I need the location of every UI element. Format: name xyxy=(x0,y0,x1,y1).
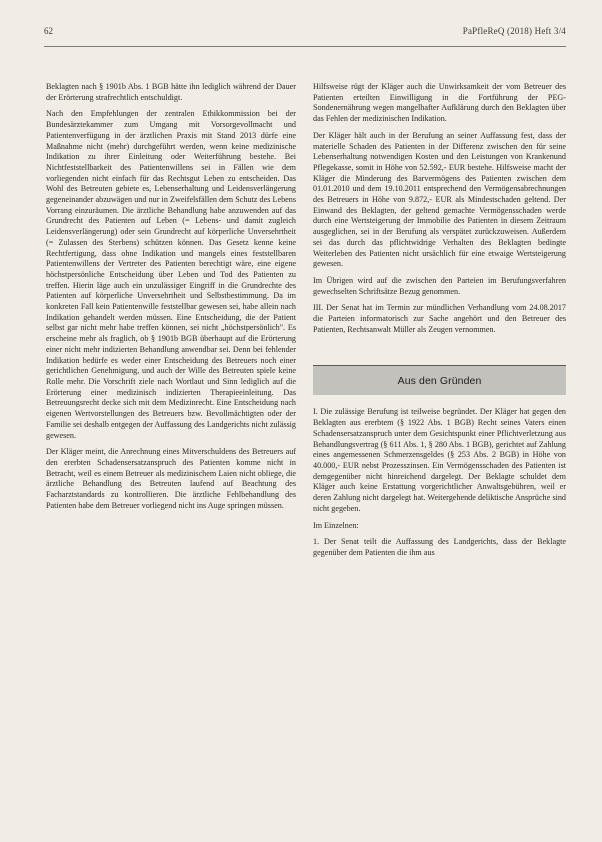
paragraph: Im Übrigen wird auf die zwischen den Parteien im Berufungsverfahren gewechselten Schriftsätze Bezug genommen. xyxy=(313,275,566,296)
paragraph: Nach den Empfehlungen der zentralen Ethikkommission bei der Bundesärztekammer zum Umgang mit Vorsorgevollmacht und Patientenverfügung in der ärztlichen Praxis mit Stand 2013 dürfe eine Maßnahme nicht (mehr) durchgeführt werden, wenn keine medizinische Indikation zu ihrer Einleitung oder Weiterführung bestehe. Bei Nichtfeststellbarkeit des Patientenwillens sei in Fällen wie dem vorliegenden nicht einfach für das Rechtsgut Leben zu entscheiden. Das Wohl des Betreuten gebiete es, Lebenserhaltung und Leidensverlängerung gegeneinander abzuwägen und nur in Zweifelsfällen dem Schutz des Lebens Vorrang einzuräumen. Die ärztliche Behandlung habe anzuwenden auf das Grundrecht des Patienten auf Leben (= Lebens- und damit zugleich Leidensverlängerung) oder sein Grundrecht auf körperliche Unversehrtheit (= Zulassen des Sterbens) schützen können. Das Gesetz kenne keine Rechtfertigung, dass ohne Indikation und mangels eines feststellbaren Patientenwillens der Vertreter des Patienten berechtigt wäre, eine eigene höchstpersönliche Entscheidung über Leben und Tod des Patienten zu treffen. Hierin läge auch ein unzulässiger Eingriff in die Grundrechte des Patienten auf körperliche Unversehrtheit und Selbstbestimmung. Da im konkreten Fall kein Patientenwille feststellbar gewesen sei, habe allein nach Indikation gehandelt werden müssen. Eine Entscheidung, die der Patient selbst gar nicht mehr habe treffen können, sei nicht „höchstpersönlich". Es erscheine mehr als fraglich, ob § 1901b BGB überhaupt auf die Erörterung einer nicht mehr indizierten Behandlung anwendbar sei. Denn bei fehlender Indikation bedürfe es weder einer Entscheidung des Betreuers noch einer gerichtlichen Genehmigung, und auch der Wille des Betreuten spiele keine Rolle mehr. Die Vorschrift ziele nach Wortlaut und Sinn lediglich auf die Erörterung einer medizinisch indizierten Therapieeinleitung. Das Betreuungsrecht decke sich mit dem Medizinrecht. Eine Entscheidung nach eigenen Wertvorstellungen des Betreuers bzw. Bevollmächtigten oder der Familie sei deshalb entgegen der Auffassung des Landgerichts nicht zulässig gewesen. xyxy=(46,109,296,440)
left-column xyxy=(46,82,296,517)
paragraph: Beklagten nach § 1901b Abs. 1 BGB hätte ihn lediglich während der Dauer der Erörterung strafrechtlich entschuldigt. xyxy=(46,82,296,102)
paragraph: Im Einzelnen: xyxy=(313,520,359,530)
page-number: 62 xyxy=(44,26,53,36)
paragraph: I. Die zulässige Berufung ist teilweise begründet. Der Kläger hat gegen den Beklagten aus ererbtem (§ 1922 Abs. 1 BGB) Recht seines Vaters einen Schadensersatzanspruch unter dem Gesichtspunkt einer Pflichtverletzung aus Behandlungsvertrag (§ 611 Abs. 1, § 280 Abs. 1 BGB), gerichtet auf Zahlung eines angemessenen Schmerzensgeldes (§ 253 Abs. 2 BGB) in Höhe von 40.000,- EUR nebst Prozesszinsen. Ein Vermögensschaden des Patienten ist demgegenüber nicht hinreichend dargelegt. Der Beklagte schuldet dem Kläger auch keine Erstattung vorgerichtlicher Anwaltsgebühren, weil er deren Zahlung nicht dargelegt hat. Weitergehende deliktische Ansprüche sind nicht gegeben. xyxy=(313,407,566,513)
paragraph: III. Der Senat hat im Termin zur mündlichen Verhandlung vom 24.08.2017 die Parteien informatorisch zur Sache angehört und den Betreuer des Patienten, Rechtsanwalt Müller als Zeugen vernommen. xyxy=(313,303,566,334)
page-header xyxy=(44,26,566,42)
right-column xyxy=(313,82,566,565)
journal-citation: PaPfleReQ (2018) Heft 3/4 xyxy=(462,26,566,36)
section-heading-text: Aus den Gründen xyxy=(397,374,482,387)
paragraph: Der Kläger hält auch in der Berufung an seiner Auffassung fest, dass der materielle Schaden des Patienten in der Differenz zwischen den für seine Lebenserhaltung notwendigen Kosten und den Leistungen von Krankenund Pflegekasse, somit in Höhe von 52.592,- EUR bestehe. Hilfsweise macht der Kläger die Minderung des Barvermögens des Patienten zwischen dem 01.01.2010 und dem 19.10.2011 entsprechend den Vermögensabrechnungen des Betreuers in Höhe von 9.872,- EUR als Mindestschaden geltend. Der Einwand des Beklagten, der geltend gemachte Vermögensschaden werde durch eine Wertsteigerung der Immobilie des Patienten in diesem Zeitraum ausgeglichen, sei in der Berufung als verspätet zurückzuweisen. Außerdem sei das durch das pflichtwidrige Verhalten des Beklagten bedingte Weiterleben des Patienten nicht ursächlich für eine etwaige Wertsteigerung gewesen. xyxy=(313,130,566,269)
paragraph: 1. Der Senat teilt die Auffassung des Landgerichts, dass der Beklagte gegenüber dem Patienten die ihm aus xyxy=(313,537,566,557)
paragraph: Hilfsweise rügt der Kläger auch die Unwirksamkeit der vom Betreuer des Patienten erteilten Einwilligung in die Fortführung der PEG-Sondenernährung wegen mangelhafter Aufklärung durch den Beklagten über das Fehlen der medizinischen Indikation. xyxy=(313,82,566,124)
section-heading xyxy=(313,365,566,395)
paragraph: Der Kläger meint, die Anrechnung eines Mitverschuldens des Betreuers auf den ererbten Schadensersatzanspruch des Patienten komme nicht in Betracht, weil es einem Betreuer als medizinischem Laien nicht obliege, die ärztliche Behandlung des Betreuten laufend auf Beachtung des Facharztstandards zu kontrollieren. Die ärztliche Fehlbehandlung des Patienten habe dem Betreuer vorliegend nicht ins Auge springen müssen. xyxy=(46,447,296,510)
header-rule xyxy=(44,46,566,47)
